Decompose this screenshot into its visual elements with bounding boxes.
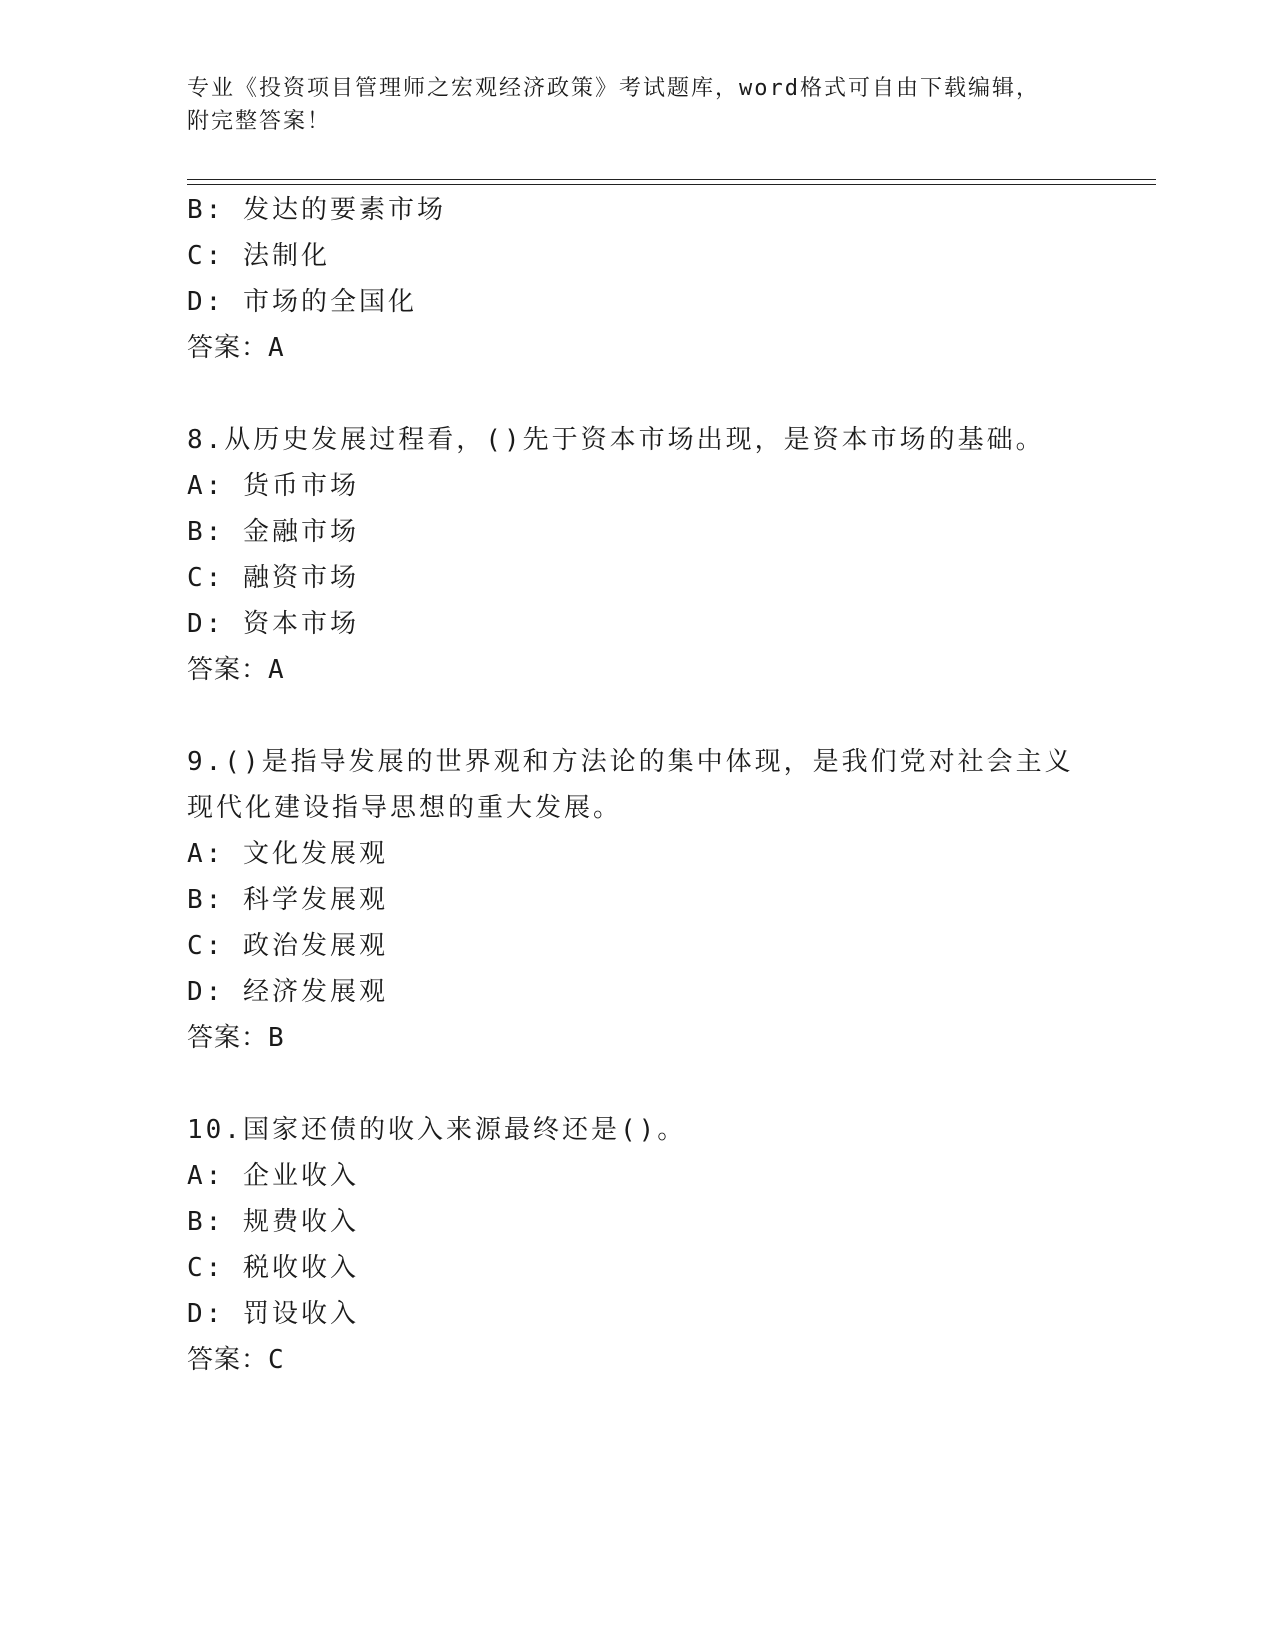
question-9	[187, 739, 1087, 1061]
option-d: D: 经济发展观	[187, 977, 388, 1007]
question-7-continued	[187, 187, 1087, 371]
option-b: B: 金融市场	[187, 517, 359, 547]
answer: 答案：B	[187, 1023, 285, 1053]
option-d: D: 罚设收入	[187, 1299, 359, 1329]
question-10	[187, 1107, 1087, 1383]
header-divider-bottom	[187, 184, 1156, 185]
header-line-1: 专业《投资项目管理师之宏观经济政策》考试题库，word格式可自由下载编辑，	[187, 76, 1040, 101]
option-c: C: 政治发展观	[187, 931, 388, 961]
question-8	[187, 417, 1087, 693]
document-header	[187, 72, 1087, 138]
option-a: A: 文化发展观	[187, 839, 388, 869]
option-c: C: 法制化	[187, 241, 330, 271]
option-b: B: 科学发展观	[187, 885, 388, 915]
option-c: C: 融资市场	[187, 563, 359, 593]
option-d: D: 资本市场	[187, 609, 359, 639]
option-a: A: 货币市场	[187, 471, 359, 501]
question-stem-line-2: 现代化建设指导思想的重大发展。	[187, 793, 623, 823]
header-line-2: 附完整答案！	[187, 109, 332, 134]
option-c: C: 税收收入	[187, 1253, 359, 1283]
option-d: D: 市场的全国化	[187, 287, 417, 317]
answer: 答案：A	[187, 655, 285, 685]
question-stem: 8.从历史发展过程看，()先于资本市场出现，是资本市场的基础。	[187, 425, 1045, 455]
question-stem: 10.国家还债的收入来源最终还是()。	[187, 1115, 687, 1145]
question-stem-line-1: 9.()是指导发展的世界观和方法论的集中体现，是我们党对社会主义	[187, 747, 1074, 777]
option-b: B: 规费收入	[187, 1207, 359, 1237]
option-a: A: 企业收入	[187, 1161, 359, 1191]
answer: 答案：A	[187, 333, 285, 363]
answer: 答案：C	[187, 1345, 285, 1375]
header-divider-top	[187, 179, 1156, 180]
question-list	[187, 187, 1087, 1383]
option-b: B: 发达的要素市场	[187, 195, 446, 225]
